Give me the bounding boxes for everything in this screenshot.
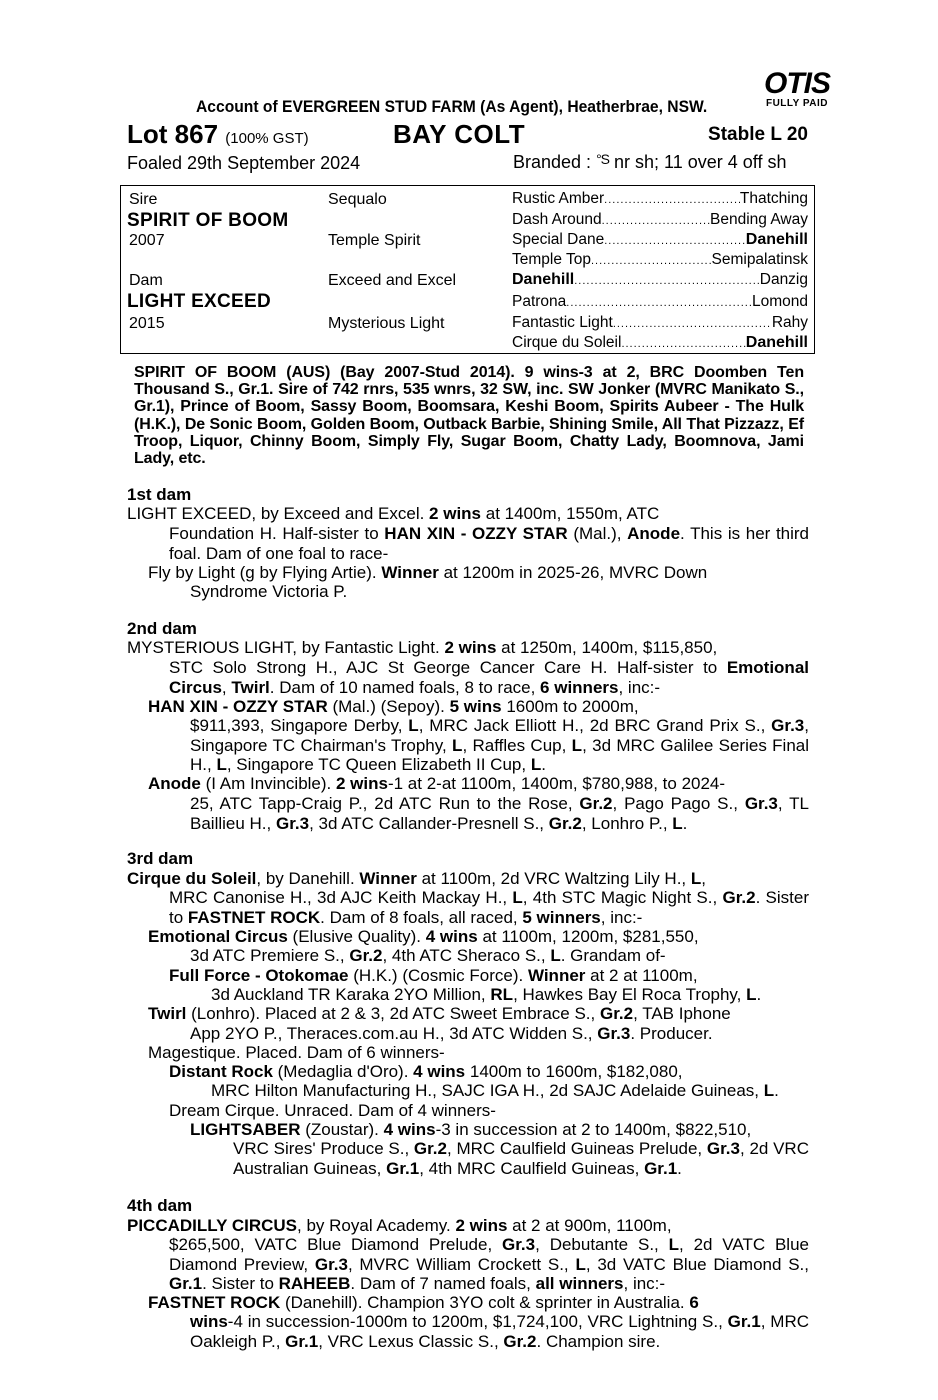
produce-entry: Distant Rock (Medaglia d'Oro). 4 wins 1400m to 1600m, $182,080, [169,1062,683,1081]
sire-year: 2007 [129,232,165,249]
first-dam-entry: LIGHT EXCEED, by Exceed and Excel. 2 wins at 1400m, 1550m, ATC [127,504,660,523]
produce-entry: HAN XIN - OZZY STAR (Mal.) (Sepoy). 5 wins 1600m to 2000m, [148,697,639,716]
great-grandparent-row [512,271,808,289]
dam-label: Dam [129,272,163,289]
produce-entry: Anode (I Am Invincible). 2 wins-1 at 2-at 1100m, 1400m, $780,988, to 2024- [148,774,726,793]
fourth-dam-entry-cont: $265,500, VATC Blue Diamond Prelude, Gr.3, Debutante S., L, 2d VATC Blue Diamond Preview, Gr.3, MVRC William Crockett S., L, 3d VATC Blue Diamond S., Gr.1. Sister to RAHEEB. Dam of 7 named foals, all winners, inc:- [169,1235,809,1293]
produce-entry: Fly by Light (g by Flying Artie). Winner at 1200m in 2025-26, MVRC Down [148,563,708,582]
second-dam-entry: MYSTERIOUS LIGHT, by Fantastic Light. 2 wins at 1250m, 1400m, $115,850, [127,638,718,657]
gg-right: Danehill [745,334,808,351]
third-dam-entry: Cirque du Soleil, by Danehill. Winner at 1100m, 2d VRC Waltzing Lily H., L, [127,869,706,888]
gg-right: Danehill [745,231,808,248]
great-grandparent-row [512,314,808,332]
lot-header [127,119,808,151]
second-dam-entry-cont: STC Solo Strong H., AJC St George Cancer Care H. Half-sister to Emotional Circus, Twirl. Dam of 10 named foals, 8 to race, 6 winners, inc:- [169,658,809,697]
granddam-sire: Temple Spirit [328,232,421,249]
gg-left: Patrona [512,293,567,310]
gg-left: Rustic Amber [512,190,605,207]
produce-entry: Emotional Circus (Elusive Quality). 4 wins at 1100m, 1200m, $281,550, [148,927,699,946]
produce-entry: Full Force - Otokomae (H.K.) (Cosmic Force). Winner at 2 at 1100m, [169,966,698,985]
gg-left: Dash Around [512,211,602,228]
produce-entry-cont: App 2YO P., Theraces.com.au H., 3d ATC Widden S., Gr.3. Producer. [190,1024,713,1043]
branded-info [513,152,786,173]
great-grandparent-row [512,251,808,269]
gg-left: Fantastic Light [512,314,613,331]
produce-entry-cont: MRC Hilton Manufacturing H., SAJC IGA H., 2d SAJC Adelaide Guineas, L. [211,1081,779,1100]
great-grandparent-row [512,334,808,352]
great-grandparent-row [512,190,808,208]
gg-left: Cirque du Soleil [512,334,622,351]
produce-entry-cont: Syndrome Victoria P. [190,582,348,601]
otis-logo [763,67,830,110]
colour-sex: BAY COLT [393,119,526,149]
section-heading: 2nd dam [127,619,197,638]
produce-entry: LIGHTSABER (Zoustar). 4 wins-3 in succession at 2 to 1400m, $822,510, [190,1120,752,1139]
produce-entry: Dream Cirque. Unraced. Dam of 4 winners- [169,1101,496,1120]
logo-sub: FULLY PAID [765,98,829,109]
granddam-dam: Mysterious Light [328,315,445,332]
dam-year: 2015 [129,315,165,332]
third-dam-entry-cont: MRC Canonise H., 3d AJC Keith Mackay H., L, 4th STC Magic Night S., Gr.2. Sister to FASTNET ROCK. Dam of 8 foals, all raced, 5 winners, inc:- [169,888,810,927]
gg-left: Special Dane [512,231,605,248]
great-grandparent-row [512,293,808,311]
fourth-dam-entry: PICCADILLY CIRCUS, by Royal Academy. 2 wins at 2 at 900m, 1100m, [127,1216,672,1235]
sire-name: SPIRIT OF BOOM [127,210,289,231]
produce-entry: Magestique. Placed. Dam of 6 winners- [148,1043,445,1062]
gg-right: Semipalatinsk [711,251,808,268]
produce-entry-cont: wins-4 in succession-1000m to 1200m, $1,724,100, VRC Lightning S., Gr.1, MRC Oakleigh P., Gr.1, VRC Lexus Classic S., Gr.2. Champion sire. [190,1312,809,1351]
branded-text: nr sh; 11 over 4 off sh [614,152,787,172]
brand-mark-icon: °S [596,151,610,167]
section-heading: 4th dam [127,1196,193,1215]
dam-name: LIGHT EXCEED [127,291,272,312]
section-heading: 1st dam [127,485,192,504]
logo-mark: OTIS [763,67,830,100]
foaled-date: Foaled 29th September 2024 [127,153,361,173]
pedigree-table [120,185,815,354]
gst-note: (100% GST) [225,130,309,147]
vendor-account: Account of EVERGREEN STUD FARM (As Agent), Heatherbrae, NSW. [196,97,708,116]
produce-entry: Twirl (Lonhro). Placed at 2 & 3, 2d ATC Sweet Embrace S., Gr.2, TAB Iphone [148,1004,731,1023]
lot-number [127,119,309,150]
produce-entry: FASTNET ROCK (Danehill). Champion 3YO colt & sprinter in Australia. 6 [148,1293,699,1312]
produce-entry-cont: $911,393, Singapore Derby, L, MRC Jack Elliott H., 2d BRC Grand Prix S., Gr.3, Singapore TC Chairman's Trophy, L, Raffles Cup, L, 3d MRC Galilee Series Final H., L, Singapore TC Queen Elizabeth II Cup, L. [190,716,810,774]
stable-number: Stable L 20 [708,124,808,145]
produce-entry-cont: VRC Sires' Produce S., Gr.2, MRC Caulfield Guineas Prelude, Gr.3, 2d VRC Australian Guineas, Gr.1, 4th MRC Caulfield Guineas, Gr.1. [233,1139,809,1178]
first-dam-entry-cont: Foundation H. Half-sister to HAN XIN - OZZY STAR (Mal.), Anode. This is her third foal. Dam of one foal to race- [169,524,810,563]
produce-entry-cont: 3d Auckland TR Karaka 2YO Million, RL, Hawkes Bay El Roca Trophy, L. [211,985,762,1004]
gg-right: Thatching [739,190,808,207]
great-grandparent-row [512,231,808,249]
section-heading: 3rd dam [127,849,194,868]
grandsire-sire: Sequalo [328,191,387,208]
grandsire-dam: Exceed and Excel [328,272,457,289]
produce-entry-cont: 25, ATC Tapp-Craig P., 2d ATC Run to the Rose, Gr.2, Pago Pago S., Gr.3, TL Baillieu H., Gr.3, 3d ATC Callander-Presnell S., Gr.2, Lonhro P., L. [190,794,810,833]
gg-right: Bending Away [710,211,808,228]
gg-right: Lomond [751,293,808,310]
branded-prefix: Branded : [513,152,592,172]
gg-right: Rahy [771,314,808,331]
great-grandparent-row [512,211,808,229]
gg-left: Danehill [512,271,575,288]
gg-right: Danzig [759,271,808,288]
lot-label: Lot 867 [127,119,219,149]
produce-entry-cont: 3d ATC Premiere S., Gr.2, 4th ATC Sheraco S., L. Grandam of- [190,946,666,965]
sire-summary: SPIRIT OF BOOM (AUS) (Bay 2007-Stud 2014). 9 wins-3 at 2, BRC Doomben Ten Thousand S., Gr.1. Sire of 742 rnrs, 535 wnrs, 32 SW, inc. SW Jonker (MVRC Manikato S., Gr.1), Prince of Boom, Sassy Boom, Boomsara, Keshi Boom, Spirits Aubeer - The Hulk (H.K.), De Sonic Boom, Golden Boom, Outback Barbie, Shining Smile, All That Pizzazz, Ef Troop, Liquor, Chinny Boom, Simply Fly, Sugar Boom, Chatty Lady, Boomnova, Jami Lady, etc. [134,364,804,468]
sire-label: Sire [129,191,158,208]
gg-left: Temple Top [512,251,591,268]
